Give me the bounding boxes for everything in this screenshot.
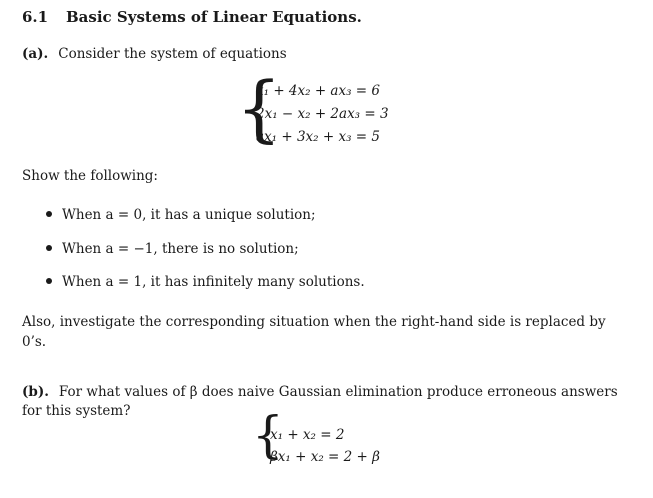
- part-b-question: For what values of β does naive Gaussian elimination produce erroneous answers: [58, 384, 618, 400]
- show-following-text: Show the following:: [22, 168, 158, 184]
- system-b-eq-2: βx₁ + x₂ = 2 + β: [270, 449, 380, 465]
- part-a-label: (a).: [22, 46, 49, 62]
- bullet-text: When a = −1, there is no solution;: [62, 241, 299, 257]
- part-a-intro-line: [22, 46, 287, 62]
- also-text-line-1: Also, investigate the corresponding situation when the right-hand side is replaced by: [22, 314, 606, 330]
- bullet-dot-icon: [46, 211, 52, 217]
- system-a-eq-1: x₁ + 4x₂ + ax₃ = 6: [256, 83, 380, 99]
- part-b-label: (b).: [22, 384, 49, 400]
- system-b-brace: {: [252, 406, 284, 464]
- bullet-text: When a = 1, it has infinitely many solutions.: [62, 274, 365, 290]
- also-text-line-2: 0’s.: [22, 334, 47, 350]
- part-a-intro: Consider the system of equations: [58, 46, 287, 62]
- bullet-dot-icon: [46, 278, 52, 284]
- bullet-text: When a = 0, it has a unique solution;: [62, 207, 316, 223]
- system-b-eq-1: x₁ + x₂ = 2: [270, 427, 345, 443]
- bullet-item: [46, 274, 365, 290]
- part-b-question-line-1: [22, 384, 618, 400]
- part-b-question-line-2: for this system?: [22, 403, 131, 419]
- bullet-dot-icon: [46, 245, 52, 251]
- system-a-brace: {: [236, 66, 282, 150]
- section-number: 6.1: [22, 8, 49, 26]
- system-a-equations: [256, 80, 389, 149]
- section-heading: [22, 8, 362, 26]
- system-a-eq-3: ax₁ + 3x₂ + x₃ = 5: [256, 129, 380, 145]
- section-title: Basic Systems of Linear Equations.: [66, 8, 362, 26]
- bullet-item: [46, 241, 299, 257]
- system-a-eq-2: 2x₁ − x₂ + 2ax₃ = 3: [256, 106, 389, 122]
- system-b-equations: [270, 424, 380, 468]
- bullet-item: [46, 207, 316, 223]
